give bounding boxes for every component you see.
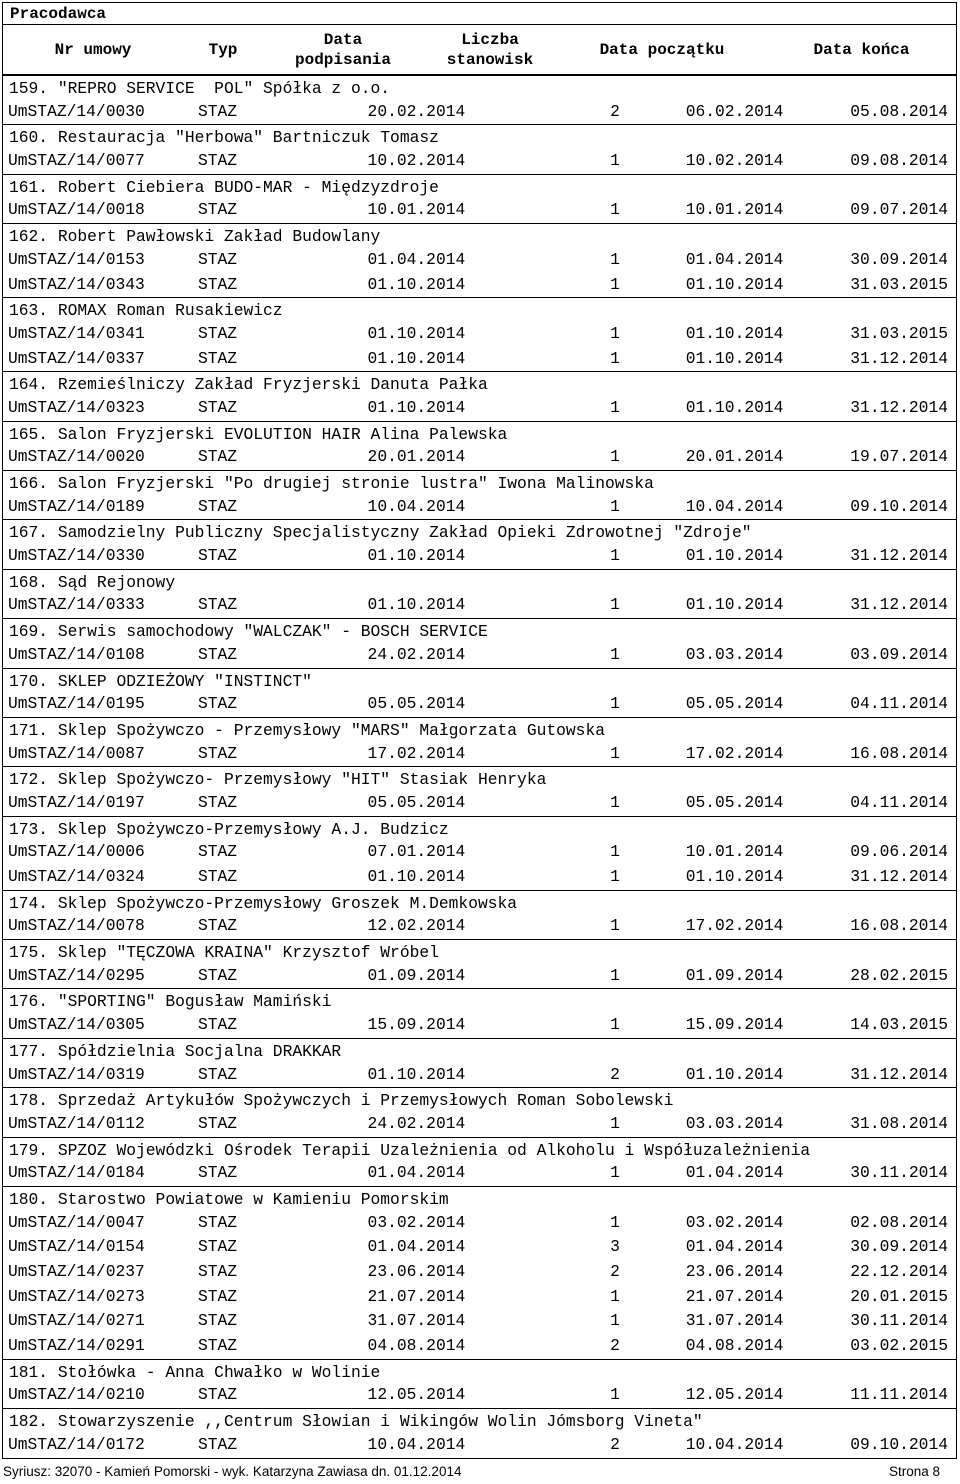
table-row (2, 1161, 957, 1186)
contract-number: UmSTAZ/14/0305 (8, 1015, 145, 1035)
employer-name: 180. Starostwo Powiatowe w Kamieniu Pomorskim (2, 1186, 957, 1211)
contract-type: STAZ (198, 1311, 238, 1331)
col-header-contract-no: Nr umowy (54, 40, 132, 59)
contract-number: UmSTAZ/14/0195 (8, 694, 145, 714)
positions-count: 1 (610, 694, 620, 714)
contract-type: STAZ (198, 496, 238, 516)
signed-date: 10.01.2014 (367, 200, 466, 220)
employer-name: 163. ROMAX Roman Rusakiewicz (2, 297, 957, 322)
positions-count: 1 (610, 447, 620, 467)
positions-count: 1 (610, 1015, 620, 1035)
signed-date: 10.04.2014 (367, 1434, 466, 1454)
end-date: 09.08.2014 (850, 151, 948, 171)
table-row (2, 1112, 957, 1137)
contract-number: UmSTAZ/14/0237 (8, 1262, 145, 1281)
signed-date: 12.05.2014 (367, 1385, 466, 1405)
footer-info: Syriusz: 32070 - Kamień Pomorski - wyk. Katarzyna Zawiasa dn. 01.12.2014 (3, 1464, 462, 1479)
signed-date: 03.02.2014 (367, 1212, 466, 1232)
col-header-positions: Liczba stanowisk (446, 30, 534, 69)
contract-type: STAZ (198, 867, 238, 886)
end-date: 28.02.2015 (850, 965, 948, 985)
start-date: 10.01.2014 (685, 200, 784, 220)
contract-type: STAZ (198, 1286, 238, 1306)
contract-number: UmSTAZ/14/0108 (8, 644, 145, 664)
end-date: 31.03.2015 (850, 323, 948, 343)
employer-name: 176. "SPORTING" Bogusław Mamiński (2, 988, 957, 1013)
table-row (2, 1235, 957, 1260)
contract-type: STAZ (198, 200, 238, 220)
contract-number: UmSTAZ/14/0337 (8, 348, 145, 368)
table-row (2, 1309, 957, 1334)
end-date: 31.12.2014 (850, 595, 948, 615)
end-date: 02.08.2014 (850, 1212, 948, 1232)
contract-number: UmSTAZ/14/0154 (8, 1237, 145, 1257)
signed-date: 21.07.2014 (367, 1286, 466, 1306)
contract-number: UmSTAZ/14/0006 (8, 842, 145, 862)
table-row (2, 273, 957, 298)
employer-name: 171. Sklep Spożywczo - Przemysłowy "MARS" Małgorzata Gutowska (2, 717, 957, 742)
start-date: 21.07.2014 (685, 1286, 784, 1306)
end-date: 11.11.2014 (850, 1385, 948, 1405)
table-row (2, 865, 957, 890)
table-row (2, 692, 957, 717)
section-title: Pracodawca (2, 2, 957, 25)
table-row (2, 643, 957, 668)
end-date: 20.01.2015 (850, 1286, 948, 1306)
end-date: 09.10.2014 (850, 496, 948, 516)
table-row (2, 396, 957, 421)
employer-name: 174. Sklep Spożywczo-Przemysłowy Groszek M.Demkowska (2, 890, 957, 915)
positions-count: 1 (610, 323, 620, 343)
table-bottom-border (2, 1458, 957, 1459)
start-date: 01.04.2014 (685, 1163, 784, 1183)
end-date: 31.12.2014 (850, 397, 948, 417)
end-date: 09.07.2014 (850, 200, 948, 220)
contract-type: STAZ (198, 916, 238, 936)
contract-number: UmSTAZ/14/0324 (8, 867, 145, 886)
table-row (2, 149, 957, 174)
contract-number: UmSTAZ/14/0291 (8, 1336, 145, 1356)
contract-number: UmSTAZ/14/0319 (8, 1064, 145, 1084)
signed-date: 20.01.2014 (367, 447, 466, 467)
contract-number: UmSTAZ/14/0341 (8, 323, 145, 343)
positions-count: 1 (610, 151, 620, 171)
contract-number: UmSTAZ/14/0271 (8, 1311, 145, 1331)
contract-number: UmSTAZ/14/0087 (8, 743, 145, 763)
contract-type: STAZ (198, 1262, 238, 1281)
start-date: 17.02.2014 (685, 743, 784, 763)
signed-date: 24.02.2014 (367, 1113, 466, 1133)
signed-date: 01.10.2014 (367, 1064, 466, 1084)
col-header-type: Typ (208, 40, 238, 59)
contract-type: STAZ (198, 1113, 238, 1133)
start-date: 05.05.2014 (685, 792, 784, 812)
end-date: 16.08.2014 (850, 916, 948, 936)
positions-count: 2 (610, 101, 620, 121)
contract-type: STAZ (198, 397, 238, 417)
employer-name: 166. Salon Fryzjerski "Po drugiej stronie lustra" Iwona Malinowska (2, 470, 957, 495)
start-date: 01.10.2014 (685, 397, 784, 417)
positions-count: 2 (610, 1434, 620, 1454)
table-row (2, 495, 957, 520)
start-date: 01.10.2014 (685, 1064, 784, 1084)
start-date: 03.03.2014 (685, 644, 784, 664)
contract-number: UmSTAZ/14/0030 (8, 101, 145, 121)
table-row (2, 1211, 957, 1236)
employer-name: 181. Stołówka - Anna Chwałko w Wolinie (2, 1359, 957, 1384)
start-date: 10.01.2014 (685, 842, 784, 862)
employer-list (2, 75, 957, 1458)
positions-count: 1 (610, 743, 620, 763)
signed-date: 01.10.2014 (367, 867, 466, 886)
contract-type: STAZ (198, 792, 238, 812)
positions-count: 1 (610, 1163, 620, 1183)
contract-number: UmSTAZ/14/0184 (8, 1163, 145, 1183)
signed-date: 17.02.2014 (367, 743, 466, 763)
contract-number: UmSTAZ/14/0153 (8, 249, 145, 269)
employer-name: 170. SKLEP ODZIEŻOWY "INSTINCT" (2, 668, 957, 693)
employer-name: 179. SPZOZ Wojewódzki Ośrodek Terapii Uzależnienia od Alkoholu i Współuzależnienia (2, 1137, 957, 1162)
table-row (2, 544, 957, 569)
col-header-start-date: Data początku (599, 40, 725, 59)
signed-date: 05.05.2014 (367, 694, 466, 714)
signed-date: 10.02.2014 (367, 151, 466, 171)
table-row (2, 322, 957, 347)
signed-date: 23.06.2014 (367, 1262, 466, 1281)
end-date: 31.12.2014 (850, 348, 948, 368)
employer-name: 177. Spółdzielnia Socjalna DRAKKAR (2, 1038, 957, 1063)
contract-type: STAZ (198, 1385, 238, 1405)
table-row (2, 1334, 957, 1359)
end-date: 31.03.2015 (850, 274, 948, 294)
end-date: 31.08.2014 (850, 1113, 948, 1133)
positions-count: 1 (610, 546, 620, 566)
contract-number: UmSTAZ/14/0112 (8, 1113, 145, 1133)
table-row (2, 445, 957, 470)
positions-count: 1 (610, 274, 620, 294)
contract-number: UmSTAZ/14/0078 (8, 916, 145, 936)
end-date: 03.02.2015 (850, 1336, 948, 1356)
start-date: 05.05.2014 (685, 694, 784, 714)
table-row (2, 1260, 957, 1285)
table-row (2, 198, 957, 223)
end-date: 19.07.2014 (850, 447, 948, 467)
positions-count: 1 (610, 1113, 620, 1133)
page-footer (0, 1462, 960, 1484)
start-date: 01.10.2014 (685, 274, 784, 294)
col-header-end-date: Data końca (813, 40, 910, 59)
contract-type: STAZ (198, 1064, 238, 1084)
table-row (2, 791, 957, 816)
employer-name: 164. Rzemieślniczy Zakład Fryzjerski Danuta Pałka (2, 371, 957, 396)
employer-name: 173. Sklep Spożywczo-Przemysłowy A.J. Budzicz (2, 816, 957, 841)
contract-type: STAZ (198, 694, 238, 714)
contract-type: STAZ (198, 1434, 238, 1454)
signed-date: 01.10.2014 (367, 348, 466, 368)
contract-number: UmSTAZ/14/0018 (8, 200, 145, 220)
contract-number: UmSTAZ/14/0295 (8, 965, 145, 985)
positions-count: 1 (610, 249, 620, 269)
start-date: 04.08.2014 (685, 1336, 784, 1356)
contract-type: STAZ (198, 249, 238, 269)
table-row (2, 914, 957, 939)
start-date: 01.10.2014 (685, 867, 784, 886)
table-row (2, 347, 957, 372)
end-date: 31.12.2014 (850, 1064, 948, 1084)
contract-number: UmSTAZ/14/0210 (8, 1385, 145, 1405)
start-date: 01.09.2014 (685, 965, 784, 985)
contract-number: UmSTAZ/14/0333 (8, 595, 145, 615)
contract-number: UmSTAZ/14/0020 (8, 447, 145, 467)
signed-date: 12.02.2014 (367, 916, 466, 936)
contract-number: UmSTAZ/14/0047 (8, 1212, 145, 1232)
positions-count: 1 (610, 792, 620, 812)
start-date: 01.10.2014 (685, 595, 784, 615)
signed-date: 01.04.2014 (367, 1237, 466, 1257)
contract-type: STAZ (198, 743, 238, 763)
start-date: 06.02.2014 (685, 101, 784, 121)
end-date: 09.10.2014 (850, 1434, 948, 1454)
signed-date: 01.10.2014 (367, 595, 466, 615)
start-date: 10.04.2014 (685, 1434, 784, 1454)
positions-count: 1 (610, 644, 620, 664)
contract-type: STAZ (198, 965, 238, 985)
contract-number: UmSTAZ/14/0197 (8, 792, 145, 812)
start-date: 20.01.2014 (685, 447, 784, 467)
start-date: 03.02.2014 (685, 1212, 784, 1232)
end-date: 22.12.2014 (850, 1262, 948, 1281)
table-row (2, 964, 957, 989)
contract-type: STAZ (198, 842, 238, 862)
signed-date: 01.10.2014 (367, 397, 466, 417)
end-date: 04.11.2014 (850, 792, 948, 812)
contract-type: STAZ (198, 644, 238, 664)
table-row (2, 248, 957, 273)
signed-date: 24.02.2014 (367, 644, 466, 664)
positions-count: 2 (610, 1336, 620, 1356)
start-date: 01.10.2014 (685, 348, 784, 368)
positions-count: 1 (610, 348, 620, 368)
employer-name: 172. Sklep Spożywczo- Przemysłowy "HIT" Stasiak Henryka (2, 766, 957, 791)
column-headers (2, 25, 957, 75)
signed-date: 07.01.2014 (367, 842, 466, 862)
employer-name: 182. Stowarzyszenie ,,Centrum Słowian i Wikingów Wolin Jómsborg Vineta" (2, 1408, 957, 1433)
end-date: 04.11.2014 (850, 694, 948, 714)
contract-type: STAZ (198, 1336, 238, 1356)
positions-count: 1 (610, 595, 620, 615)
signed-date: 10.04.2014 (367, 496, 466, 516)
col-header-signed-date: Data podpisania (294, 30, 391, 69)
table-row (2, 1063, 957, 1088)
contract-type: STAZ (198, 274, 238, 294)
positions-count: 1 (610, 867, 620, 886)
start-date: 01.10.2014 (685, 546, 784, 566)
signed-date: 01.04.2014 (367, 1163, 466, 1183)
contract-type: STAZ (198, 546, 238, 566)
start-date: 23.06.2014 (685, 1262, 784, 1281)
contract-type: STAZ (198, 323, 238, 343)
positions-count: 1 (610, 200, 620, 220)
employer-name: 159. "REPRO SERVICE POL" Spółka z o.o. (2, 75, 957, 100)
positions-count: 1 (610, 397, 620, 417)
positions-count: 3 (610, 1237, 620, 1257)
start-date: 10.04.2014 (685, 496, 784, 516)
employer-name: 162. Robert Pawłowski Zakład Budowlany (2, 223, 957, 248)
contract-number: UmSTAZ/14/0330 (8, 546, 145, 566)
contract-number: UmSTAZ/14/0172 (8, 1434, 145, 1454)
signed-date: 01.10.2014 (367, 323, 466, 343)
end-date: 31.12.2014 (850, 546, 948, 566)
end-date: 14.03.2015 (850, 1015, 948, 1035)
start-date: 17.02.2014 (685, 916, 784, 936)
signed-date: 05.05.2014 (367, 792, 466, 812)
end-date: 05.08.2014 (850, 101, 948, 121)
table-row (2, 742, 957, 767)
signed-date: 01.04.2014 (367, 249, 466, 269)
employer-name: 165. Salon Fryzjerski EVOLUTION HAIR Alina Palewska (2, 421, 957, 446)
end-date: 30.11.2014 (850, 1163, 948, 1183)
start-date: 03.03.2014 (685, 1113, 784, 1133)
positions-count: 1 (610, 1286, 620, 1306)
contract-type: STAZ (198, 595, 238, 615)
table-row (2, 1433, 957, 1458)
start-date: 01.10.2014 (685, 323, 784, 343)
end-date: 31.12.2014 (850, 867, 948, 886)
employer-name: 161. Robert Ciebiera BUDO-MAR - Międzyzdroje (2, 174, 957, 199)
end-date: 03.09.2014 (850, 644, 948, 664)
positions-count: 1 (610, 1385, 620, 1405)
signed-date: 20.02.2014 (367, 101, 466, 121)
contract-type: STAZ (198, 151, 238, 171)
positions-count: 1 (610, 1311, 620, 1331)
start-date: 12.05.2014 (685, 1385, 784, 1405)
employer-name: 178. Sprzedaż Artykułów Spożywczych i Przemysłowych Roman Sobolewski (2, 1087, 957, 1112)
employer-name: 168. Sąd Rejonowy (2, 569, 957, 594)
employer-name: 175. Sklep "TĘCZOWA KRAINA" Krzysztof Wróbel (2, 939, 957, 964)
contract-type: STAZ (198, 1212, 238, 1232)
contract-type: STAZ (198, 1015, 238, 1035)
start-date: 15.09.2014 (685, 1015, 784, 1035)
contract-number: UmSTAZ/14/0077 (8, 151, 145, 171)
document-table (2, 2, 957, 1459)
contract-number: UmSTAZ/14/0189 (8, 496, 145, 516)
employer-name: 169. Serwis samochodowy "WALCZAK" - BOSCH SERVICE (2, 618, 957, 643)
positions-count: 1 (610, 1212, 620, 1232)
positions-count: 1 (610, 496, 620, 516)
end-date: 16.08.2014 (850, 743, 948, 763)
contract-number: UmSTAZ/14/0323 (8, 397, 145, 417)
start-date: 10.02.2014 (685, 151, 784, 171)
contract-number: UmSTAZ/14/0343 (8, 274, 145, 294)
positions-count: 1 (610, 842, 620, 862)
employer-name: 160. Restauracja "Herbowa" Bartniczuk Tomasz (2, 124, 957, 149)
positions-count: 2 (610, 1064, 620, 1084)
contract-type: STAZ (198, 101, 238, 121)
employer-name: 167. Samodzielny Publiczny Specjalistyczny Zakład Opieki Zdrowotnej "Zdroje" (2, 519, 957, 544)
signed-date: 01.10.2014 (367, 274, 466, 294)
contract-number: UmSTAZ/14/0273 (8, 1286, 145, 1306)
signed-date: 01.10.2014 (367, 546, 466, 566)
table-row (2, 100, 957, 125)
signed-date: 04.08.2014 (367, 1336, 466, 1356)
contract-type: STAZ (198, 447, 238, 467)
positions-count: 2 (610, 1262, 620, 1281)
positions-count: 1 (610, 965, 620, 985)
signed-date: 15.09.2014 (367, 1015, 466, 1035)
table-row (2, 1285, 957, 1310)
end-date: 09.06.2014 (850, 842, 948, 862)
signed-date: 01.09.2014 (367, 965, 466, 985)
end-date: 30.09.2014 (850, 1237, 948, 1257)
signed-date: 31.07.2014 (367, 1311, 466, 1331)
table-row (2, 1383, 957, 1408)
start-date: 01.04.2014 (685, 249, 784, 269)
end-date: 30.11.2014 (850, 1311, 948, 1331)
start-date: 01.04.2014 (685, 1237, 784, 1257)
positions-count: 1 (610, 916, 620, 936)
table-row (2, 1013, 957, 1038)
contract-type: STAZ (198, 1163, 238, 1183)
table-row (2, 593, 957, 618)
page-number: Strona 8 (888, 1464, 940, 1479)
start-date: 31.07.2014 (685, 1311, 784, 1331)
end-date: 30.09.2014 (850, 249, 948, 269)
contract-type: STAZ (198, 1237, 238, 1257)
contract-type: STAZ (198, 348, 238, 368)
table-row (2, 840, 957, 865)
